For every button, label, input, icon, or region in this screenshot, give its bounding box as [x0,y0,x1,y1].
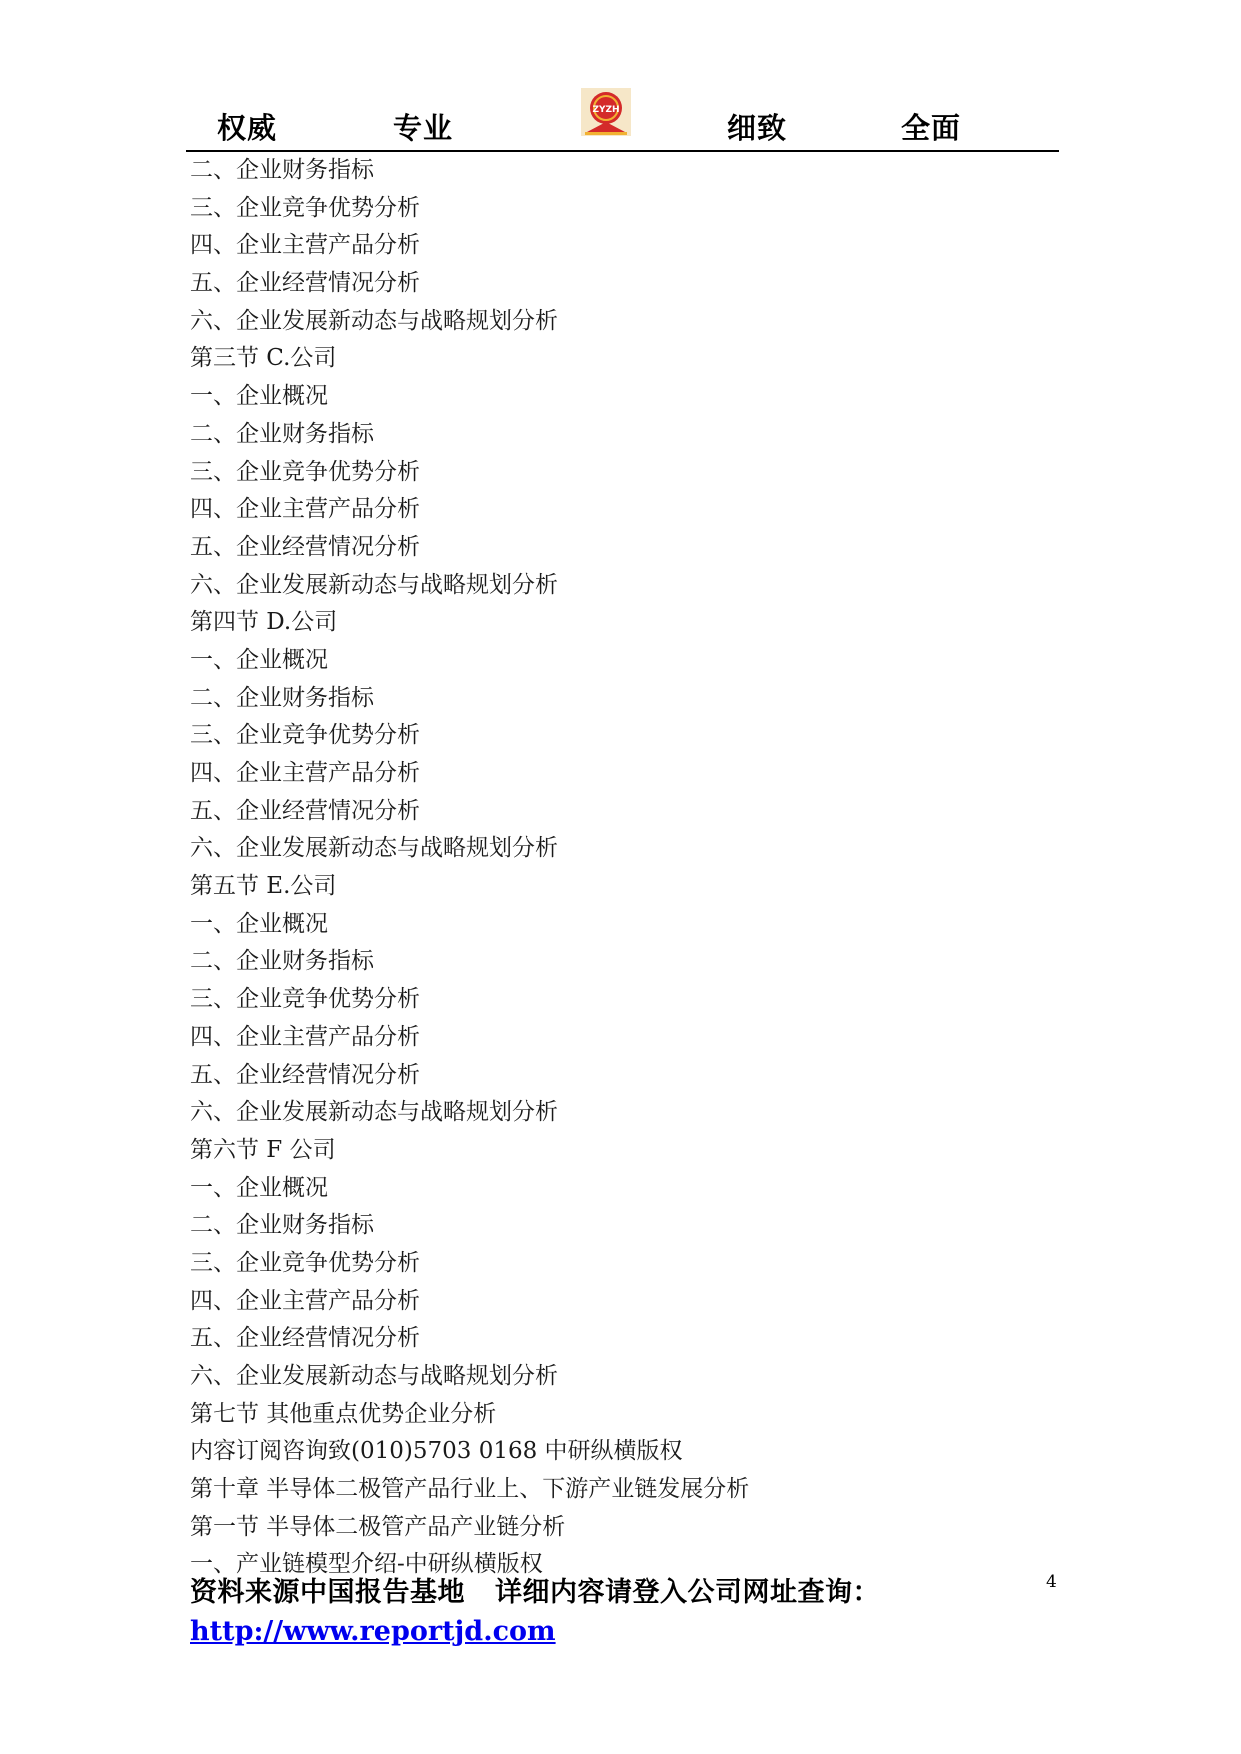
footer-source-text: 资料来源中国报告基地 [190,1577,465,1608]
toc-item: 第三节 C.公司 [190,345,337,372]
toc-item: 内容订阅咨询致(010)5703 0168 中研纵横版权 [190,1438,683,1465]
toc-item: 一、产业链模型介绍-中研纵横版权 [190,1551,543,1578]
toc-item: 四、企业主营产品分析 [190,1023,420,1050]
page-number: 4 [1046,1572,1057,1592]
toc-item: 二、企业财务指标 [190,1212,374,1239]
toc-item: 四、企业主营产品分析 [190,760,420,786]
toc-item: 二、企业财务指标 [190,157,374,183]
toc-item: 五、企业经营情况分析 [190,797,420,824]
toc-item: 第十章 半导体二极管产品行业上、下游产业链发展分析 [190,1476,750,1503]
footer-source-line [190,1570,880,1609]
toc-item: 一、企业概况 [190,383,328,410]
toc-item: 三、企业竞争优势分析 [190,722,420,749]
toc-item: 四、企业主营产品分析 [190,232,420,259]
header-word-authority: 权威 [217,111,278,145]
footer-website-link[interactable]: http://www.reportjd.com [190,1616,556,1647]
header-word-meticulous: 细致 [727,111,788,145]
toc-item: 三、企业竞争优势分析 [190,458,420,485]
toc-item: 第六节 F 公司 [190,1136,336,1163]
toc-item: 六、企业发展新动态与战略规划分析 [190,307,558,334]
toc-item: 二、企业财务指标 [190,420,374,447]
footer-query-text: 详细内容请登入公司网址查询： [495,1577,880,1608]
toc-item: 第七节 其他重点优势企业分析 [190,1400,497,1427]
toc-item: 六、企业发展新动态与战略规划分析 [190,835,558,862]
toc-item: 五、企业经营情况分析 [190,1325,420,1352]
toc-item: 四、企业主营产品分析 [190,496,420,523]
page-header [186,86,1059,152]
toc-item: 第四节 D.公司 [190,609,338,636]
toc-item: 五、企业经营情况分析 [190,270,420,297]
toc-item: 第五节 E.公司 [190,873,337,900]
toc-item: 二、企业财务指标 [190,684,374,711]
toc-item: 一、企业概况 [190,910,328,937]
toc-item: 五、企业经营情况分析 [190,533,420,560]
toc-item: 五、企业经营情况分析 [190,1061,420,1088]
toc-item: 一、企业概况 [190,1174,328,1201]
zyzh-logo [581,88,631,136]
header-word-professional: 专业 [393,111,454,145]
table-of-contents [190,152,1050,1584]
toc-item: 一、企业概况 [190,646,328,673]
toc-item: 三、企业竞争优势分析 [190,1249,420,1276]
toc-item: 二、企业财务指标 [190,948,374,975]
toc-item: 六、企业发展新动态与战略规划分析 [190,1363,558,1389]
svg-text:ZYZH: ZYZH [592,105,620,115]
toc-item: 四、企业主营产品分析 [190,1287,420,1314]
toc-item: 三、企业竞争优势分析 [190,194,420,221]
toc-item: 第一节 半导体二极管产品产业链分析 [190,1513,566,1540]
toc-item: 六、企业发展新动态与战略规划分析 [190,571,558,598]
toc-item: 三、企业竞争优势分析 [190,986,420,1013]
header-word-comprehensive: 全面 [901,111,962,145]
toc-item: 六、企业发展新动态与战略规划分析 [190,1099,558,1126]
